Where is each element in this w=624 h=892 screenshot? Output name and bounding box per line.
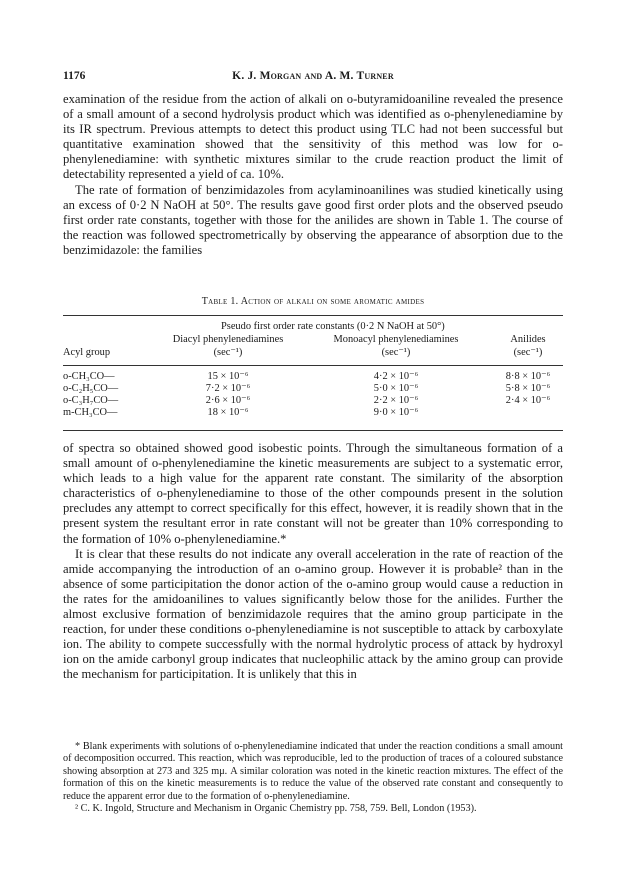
footnote: ² C. K. Ingold, Structure and Mechanism in Organic Chemistry pp. 758, 759. Bell, London (1953). xyxy=(75,803,477,815)
col-header-monoacyl: Monoacyl phenylenediamines xyxy=(333,334,459,345)
cell-diacyl: 7·2 × 10⁻⁶ xyxy=(205,383,251,394)
cell-anilides: 2·4 × 10⁻⁶ xyxy=(505,395,551,406)
cell-diacyl: 15 × 10⁻⁶ xyxy=(207,371,249,382)
col-header-anilides: Anilides xyxy=(510,334,546,345)
col-unit-anilides: (sec⁻¹) xyxy=(513,347,543,358)
cell-monoacyl: 4·2 × 10⁻⁶ xyxy=(373,371,419,382)
table-bottom-rule xyxy=(63,430,563,431)
cell-acyl: o-C₂H₅CO— xyxy=(63,383,119,394)
paragraph: of spectra so obtained showed good isobestic points. Through the simultaneous formation of a small amount of o-phenylenediamine the kinetic measurements are subject to a systematic error, which leads to a high value for the apparent rate constant. The similarity of the absorption characteristics of o-phenylenediamine to those of the other compounds present in the solution precludes any attempt to correct specifically for this effect, however, it is readily shown that in the present system the resultant error in rate constant will not be greater than 10% corresponding to the formation of 10% o-phenylenediamine.* xyxy=(63,441,563,546)
rate-constant-table xyxy=(63,321,563,429)
paragraph: examination of the residue from the action of alkali on o-butyramidoaniline revealed the presence of a small amount of a second hydrolysis product which was identified as o-phenylenediamine by its IR spectrum. Previous attempts to detect this product using TLC had not been successful but quantitative examination showed that the sensitivity of this method was low for o-phenylenediamine: with synthetic mixtures similar to the crude reaction product the limit of detectability represented a yield of ca. 10%. xyxy=(63,92,563,182)
col-unit-diacyl: (sec⁻¹) xyxy=(213,347,243,358)
paragraph: It is clear that these results do not indicate any overall acceleration in the rate of reaction of the amide accompanying the introduction of an o-amino group. However it is probable² than in the absence of some participitation the donor action of the o-amino group would cause a reduction in the rates for the amidoanilines to values significantly below those for the anilides. Further the almost exclusive formation of benzimidazole requires that the amino group participate in the reaction, for under these conditions o-phenylenediamine is not susceptible to attack by carboxylate ion. The ability to compete successfully with the normal hydrolytic process of attack by hydroxyl ion on the amide carbonyl group indicates that nucleophilic attack by the amino group can provide the mechanism for participitation. It is unlikely that this in xyxy=(63,546,563,682)
col-unit-monoacyl: (sec⁻¹) xyxy=(381,347,411,358)
cell-acyl: o-C₃H₇CO— xyxy=(63,395,119,406)
cell-anilides: 8·8 × 10⁻⁶ xyxy=(505,371,551,382)
body-text-top xyxy=(63,92,563,258)
paragraph: The rate of formation of benzimidazoles from acylaminoanilines was studied kinetically using an excess of 0·2 N NaOH at 50°. The results gave good first order plots and the observed pseudo first order rate constants, together with those for the anilides are shown in Table 1. The course of the reaction was followed spectrometrically by observing the appearance of absorption due to the benzimidazole: the families xyxy=(63,182,563,257)
page-number: 1176 xyxy=(63,70,86,82)
cell-diacyl: 18 × 10⁻⁶ xyxy=(207,407,249,418)
table-top-rule xyxy=(63,315,563,316)
running-authors: K. J. Morgan and A. M. Turner xyxy=(232,70,394,82)
cell-acyl: o-CH₃CO— xyxy=(63,371,115,382)
body-text-bottom xyxy=(63,441,563,683)
col-header-acyl: Acyl group xyxy=(63,347,111,358)
footnotes xyxy=(63,741,563,815)
col-header-diacyl: Diacyl phenylenediamines xyxy=(172,334,284,345)
table-header-rule xyxy=(63,365,563,366)
cell-acyl: m-CH₃CO— xyxy=(63,407,118,418)
cell-diacyl: 2·6 × 10⁻⁶ xyxy=(205,395,251,406)
cell-monoacyl: 9·0 × 10⁻⁶ xyxy=(373,407,419,418)
cell-anilides: 5·8 × 10⁻⁶ xyxy=(505,383,551,394)
table-caption: Table 1. Action of alkali on some aromatic amides xyxy=(201,296,425,307)
cell-monoacyl: 5·0 × 10⁻⁶ xyxy=(373,383,419,394)
table-spanner-header: Pseudo first order rate constants (0·2 N NaOH at 50°) xyxy=(221,321,445,332)
footnote: * Blank experiments with solutions of o-phenylenediamine indicated that under the reaction conditions a small amount of decomposition occurred. This reaction, which was reproducible, led to the production of traces of a coloured substance showing absorption at 273 and 325 mμ. A similar coloration was noted in the kinetic reaction mixtures. The effect of the formation of this on the kinetic measurements is to reduce the value of the observed rate constant and consequently to reduce the apparent error due to the formation of o-phenylenediamine. xyxy=(63,741,563,802)
cell-monoacyl: 2·2 × 10⁻⁶ xyxy=(373,395,419,406)
